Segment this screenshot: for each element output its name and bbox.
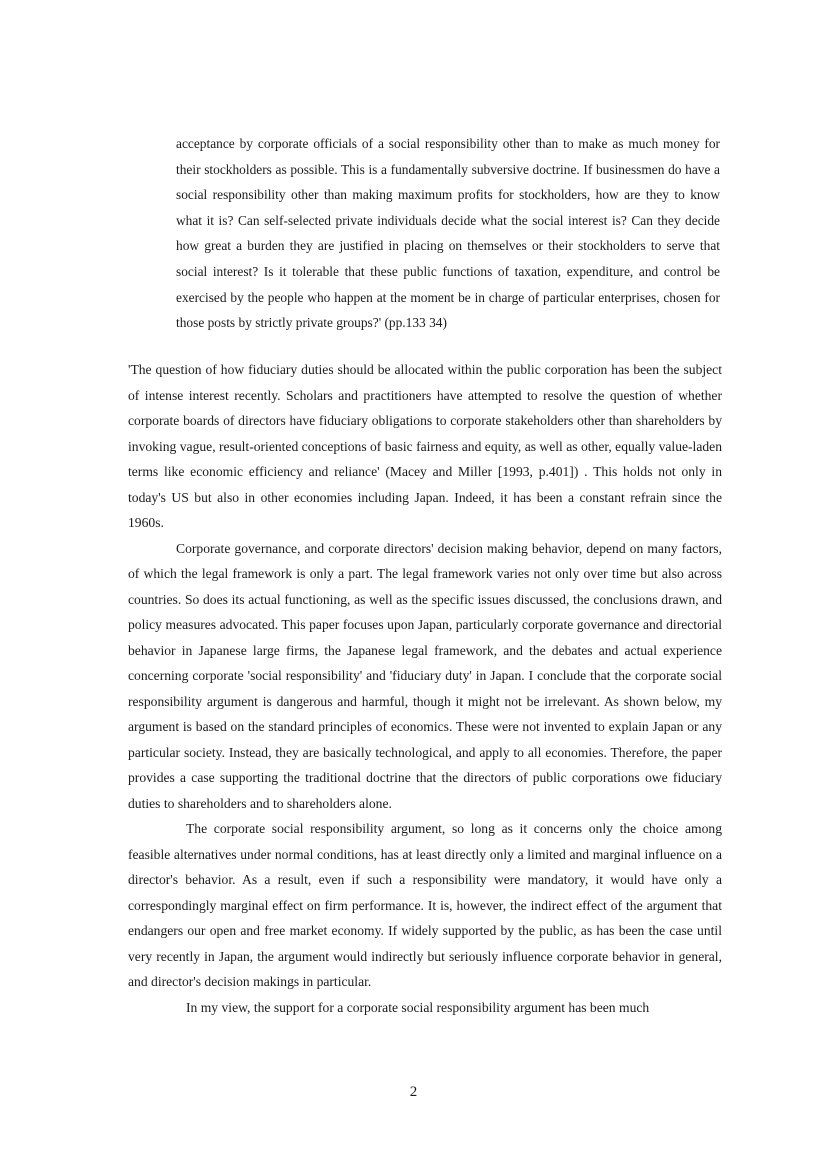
block-quote: acceptance by corporate officials of a social responsibility other than to make as much money for their stockholders as possible. This is a fundamentally subversive doctrine. If businessmen do have a social responsibility other than making maximum profits for stockholders, how are they to know what it is? Can self-selected private individuals decide what the social interest is? Can they decide how great a burden they are justified in placing on themselves or their stockholders to serve that social interest? Is it tolerable that these public functions of taxation, expenditure, and control be exercised by the people who happen at the moment be in charge of particular enterprises, chosen for those posts by strictly private groups?' (pp.133 34): [176, 136, 720, 331]
paragraph-2: Corporate governance, and corporate directors' decision making behavior, depend on many factors, of which the legal framework is only a part. The legal framework varies not only over time but also across countries. So does its actual functioning, as well as the specific issues discussed, the conclusions drawn, and policy measures advocated. This paper focuses upon Japan, particularly corporate governance and directorial behavior in Japanese large firms, the Japanese legal framework, and the debates and actual experience concerning corporate 'social responsibility' and 'fiduciary duty' in Japan. I conclude that the corporate social responsibility argument is dangerous and harmful, though it might not be irrelevant. As shown below, my argument is based on the standard principles of economics. These were not invented to explain Japan or any particular society. Instead, they are basically technological, and apply to all economies. Therefore, the paper provides a case supporting the traditional doctrine that the directors of public corporations owe fiduciary duties to shareholders and to shareholders alone.: [128, 540, 722, 811]
paragraph-4: In my view, the support for a corporate social responsibility argument has been much: [186, 999, 650, 1015]
paragraph-3: The corporate social responsibility argument, so long as it concerns only the choice among feasible alternatives under normal conditions, has at least directly only a limited and marginal influence on a director's behavior. As a result, even if such a responsibility were mandatory, it would have only a correspondingly marginal effect on firm performance. It is, however, the indirect effect of the argument that endangers our open and free market economy. If widely supported by the public, as has been the case until very recently in Japan, the argument would indirectly but seriously influence corporate behavior in general, and director's decision makings in particular.: [128, 821, 722, 989]
page-number: 2: [409, 1084, 418, 1100]
paragraph-1: 'The question of how fiduciary duties should be allocated within the public corporation has been the subject of intense interest recently. Scholars and practitioners have attempted to resolve the question of whether corporate boards of directors have fiduciary obligations to corporate stakeholders other than shareholders by invoking vague, result-oriented conceptions of basic fairness and equity, as well as other, equally value-laden terms like economic efficiency and reliance' (Macey and Miller [1993, p.401]) . This holds not only in today's US but also in other economies including Japan. Indeed, it has been a constant refrain since the 1960s.: [128, 362, 722, 530]
body-text: [128, 357, 722, 1020]
